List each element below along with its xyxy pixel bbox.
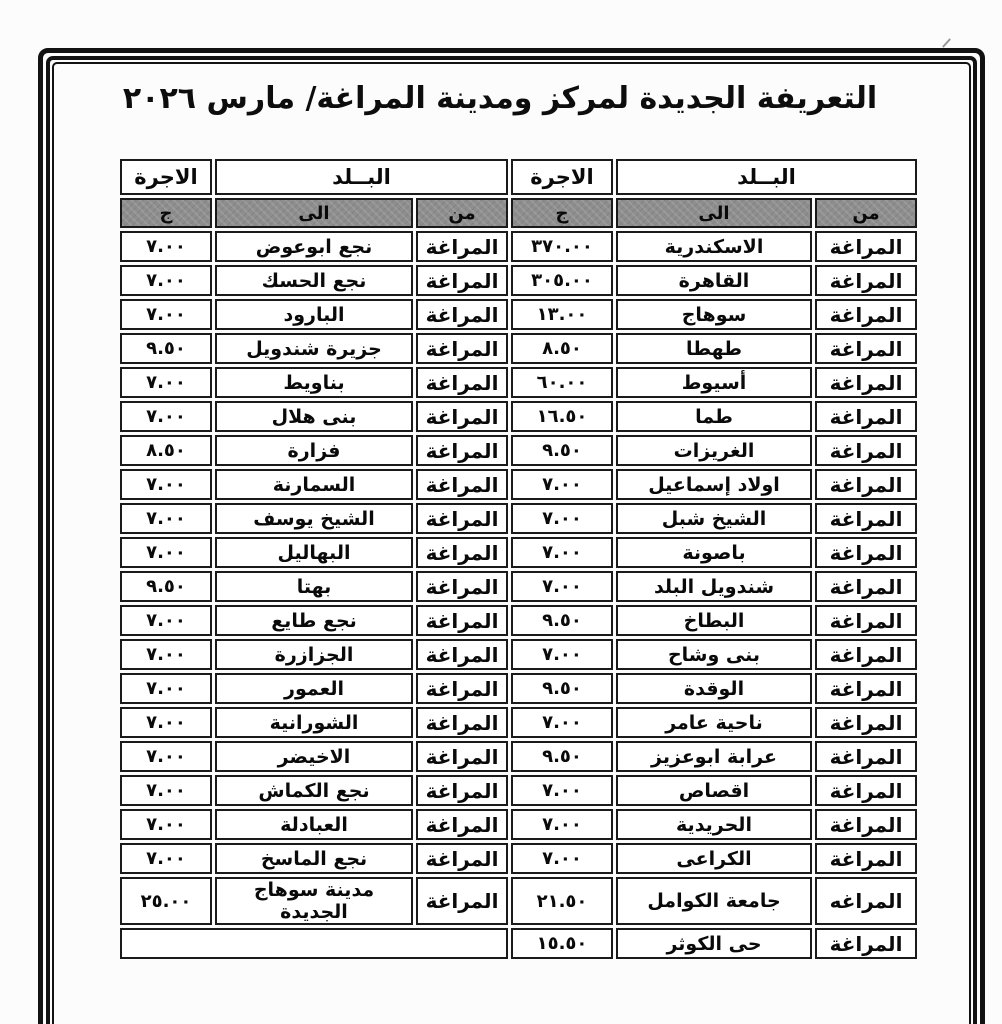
fare-cell-left: ٧.٠٠ bbox=[120, 367, 212, 398]
to-cell-right: حى الكوثر bbox=[616, 928, 812, 959]
from-cell-right: المراغة bbox=[815, 605, 917, 636]
to-cell-left: العمور bbox=[215, 673, 413, 704]
from-cell-right: المراغة bbox=[815, 367, 917, 398]
from-cell-right: المراغة bbox=[815, 537, 917, 568]
from-cell-left: المراغة bbox=[416, 435, 508, 466]
table-row bbox=[120, 469, 917, 500]
table-row bbox=[120, 843, 917, 874]
to-cell-right: الكراعى bbox=[616, 843, 812, 874]
fare-cell-left: ٩.٥٠ bbox=[120, 571, 212, 602]
from-cell-left: المراغة bbox=[416, 299, 508, 330]
to-cell-left: نجع ابوعوض bbox=[215, 231, 413, 262]
fare-cell-left: ٩.٥٠ bbox=[120, 333, 212, 364]
fare-cell-right: ٧.٠٠ bbox=[511, 639, 613, 670]
to-cell-right: اولاد إسماعيل bbox=[616, 469, 812, 500]
to-cell-right: أسيوط bbox=[616, 367, 812, 398]
to-cell-left: نجع الكماش bbox=[215, 775, 413, 806]
fare-cell-right: ٣٧٠.٠٠ bbox=[511, 231, 613, 262]
to-cell-left: البارود bbox=[215, 299, 413, 330]
from-header-left: من bbox=[416, 198, 508, 228]
table-body bbox=[120, 231, 917, 959]
to-cell-right: الشيخ شبل bbox=[616, 503, 812, 534]
country-group-header-right: البــلد bbox=[616, 159, 917, 195]
from-cell-left: المراغة bbox=[416, 809, 508, 840]
from-cell-right: المراغه bbox=[815, 877, 917, 925]
table-row bbox=[120, 605, 917, 636]
table-row bbox=[120, 537, 917, 568]
fare-cell-left: ٧.٠٠ bbox=[120, 231, 212, 262]
from-cell-right: المراغة bbox=[815, 401, 917, 432]
page-content bbox=[60, 66, 940, 962]
to-cell-left: الشيخ يوسف bbox=[215, 503, 413, 534]
table-row bbox=[120, 367, 917, 398]
from-cell-left: المراغة bbox=[416, 231, 508, 262]
to-cell-left: العبادلة bbox=[215, 809, 413, 840]
from-cell-left: المراغة bbox=[416, 639, 508, 670]
to-header-right: الى bbox=[616, 198, 812, 228]
table-row bbox=[120, 299, 917, 330]
table-row bbox=[120, 231, 917, 262]
fare-group-header-left: الاجرة bbox=[120, 159, 212, 195]
from-cell-right: المراغة bbox=[815, 333, 917, 364]
to-cell-right: الوقدة bbox=[616, 673, 812, 704]
to-cell-left: نجع طايع bbox=[215, 605, 413, 636]
to-cell-right: البطاخ bbox=[616, 605, 812, 636]
from-cell-right: المراغة bbox=[815, 571, 917, 602]
fare-cell-left: ٧.٠٠ bbox=[120, 299, 212, 330]
from-header-right: من bbox=[815, 198, 917, 228]
fare-group-header-right: الاجرة bbox=[511, 159, 613, 195]
from-cell-right: المراغة bbox=[815, 843, 917, 874]
from-cell-left: المراغة bbox=[416, 401, 508, 432]
from-cell-left: المراغة bbox=[416, 775, 508, 806]
fare-cell-left: ٧.٠٠ bbox=[120, 775, 212, 806]
table-row bbox=[120, 928, 917, 959]
currency-header-right: ج bbox=[511, 198, 613, 228]
to-cell-left: السمارنة bbox=[215, 469, 413, 500]
to-cell-left: جزيرة شندويل bbox=[215, 333, 413, 364]
fare-cell-left: ٧.٠٠ bbox=[120, 843, 212, 874]
from-cell-left: المراغة bbox=[416, 673, 508, 704]
fare-cell-right: ١٥.٥٠ bbox=[511, 928, 613, 959]
to-cell-right: الحريدية bbox=[616, 809, 812, 840]
from-cell-left: المراغة bbox=[416, 503, 508, 534]
to-cell-right: الغريزات bbox=[616, 435, 812, 466]
fare-cell-left: ٧.٠٠ bbox=[120, 503, 212, 534]
table-row bbox=[120, 401, 917, 432]
table-sub-header-row bbox=[120, 198, 917, 228]
table-row bbox=[120, 639, 917, 670]
fare-cell-right: ٧.٠٠ bbox=[511, 843, 613, 874]
table-group-header-row bbox=[120, 159, 917, 195]
from-cell-right: المراغة bbox=[815, 741, 917, 772]
from-cell-right: المراغة bbox=[815, 265, 917, 296]
currency-header-left: ج bbox=[120, 198, 212, 228]
table-row bbox=[120, 571, 917, 602]
fare-cell-right: ٣٠٥.٠٠ bbox=[511, 265, 613, 296]
table-row bbox=[120, 707, 917, 738]
from-cell-left: المراغة bbox=[416, 571, 508, 602]
to-cell-right: القاهرة bbox=[616, 265, 812, 296]
table-row bbox=[120, 265, 917, 296]
fare-cell-left: ٧.٠٠ bbox=[120, 639, 212, 670]
fare-cell-right: ٧.٠٠ bbox=[511, 537, 613, 568]
to-cell-right: ناحية عامر bbox=[616, 707, 812, 738]
fare-cell-left: ٢٥.٠٠ bbox=[120, 877, 212, 925]
from-cell-right: المراغة bbox=[815, 469, 917, 500]
fare-cell-right: ٧.٠٠ bbox=[511, 809, 613, 840]
to-cell-left: الجزازرة bbox=[215, 639, 413, 670]
fare-cell-right: ٧.٠٠ bbox=[511, 775, 613, 806]
fare-cell-right: ١٣.٠٠ bbox=[511, 299, 613, 330]
to-cell-right: جامعة الكوامل bbox=[616, 877, 812, 925]
from-cell-left: المراغة bbox=[416, 537, 508, 568]
from-cell-left: المراغة bbox=[416, 605, 508, 636]
from-cell-right: المراغة bbox=[815, 707, 917, 738]
from-cell-right: المراغة bbox=[815, 231, 917, 262]
fare-cell-right: ٧.٠٠ bbox=[511, 571, 613, 602]
to-cell-right: طهطا bbox=[616, 333, 812, 364]
fare-cell-right: ٨.٥٠ bbox=[511, 333, 613, 364]
to-cell-right: باصونة bbox=[616, 537, 812, 568]
table-row bbox=[120, 809, 917, 840]
to-cell-left: الاخيضر bbox=[215, 741, 413, 772]
fare-cell-right: ١٦.٥٠ bbox=[511, 401, 613, 432]
table-row bbox=[120, 673, 917, 704]
to-cell-right: بنى وشاح bbox=[616, 639, 812, 670]
table-row bbox=[120, 435, 917, 466]
from-cell-left: المراغة bbox=[416, 367, 508, 398]
to-cell-right: طما bbox=[616, 401, 812, 432]
table-row bbox=[120, 503, 917, 534]
from-cell-left: المراغة bbox=[416, 741, 508, 772]
fare-cell-left: ٧.٠٠ bbox=[120, 673, 212, 704]
fare-cell-left: ٧.٠٠ bbox=[120, 537, 212, 568]
fare-cell-right: ٧.٠٠ bbox=[511, 503, 613, 534]
to-cell-left: الشورانية bbox=[215, 707, 413, 738]
from-cell-right: المراغة bbox=[815, 928, 917, 959]
to-cell-left: فزارة bbox=[215, 435, 413, 466]
to-cell-left: بناويط bbox=[215, 367, 413, 398]
table-row bbox=[120, 333, 917, 364]
to-cell-right: سوهاج bbox=[616, 299, 812, 330]
table-row bbox=[120, 775, 917, 806]
to-cell-left: نجع الماسخ bbox=[215, 843, 413, 874]
country-group-header-left: البــلد bbox=[215, 159, 508, 195]
from-cell-right: المراغة bbox=[815, 809, 917, 840]
fare-cell-left: ٧.٠٠ bbox=[120, 809, 212, 840]
from-cell-right: المراغة bbox=[815, 639, 917, 670]
to-header-left: الى bbox=[215, 198, 413, 228]
fare-cell-left: ٧.٠٠ bbox=[120, 605, 212, 636]
table-row bbox=[120, 741, 917, 772]
from-cell-right: المراغة bbox=[815, 299, 917, 330]
to-cell-left: مدينة سوهاج الجديدة bbox=[215, 877, 413, 925]
fare-cell-right: ٩.٥٠ bbox=[511, 673, 613, 704]
to-cell-left: البهاليل bbox=[215, 537, 413, 568]
to-cell-left: بهتا bbox=[215, 571, 413, 602]
fare-table bbox=[117, 156, 920, 962]
fare-cell-left: ٧.٠٠ bbox=[120, 469, 212, 500]
from-cell-left: المراغة bbox=[416, 265, 508, 296]
fare-cell-left: ٧.٠٠ bbox=[120, 401, 212, 432]
from-cell-right: المراغة bbox=[815, 435, 917, 466]
from-cell-left: المراغة bbox=[416, 707, 508, 738]
fare-cell-left: ٧.٠٠ bbox=[120, 707, 212, 738]
empty-merged-cell-left bbox=[120, 928, 508, 959]
to-cell-left: بنى هلال bbox=[215, 401, 413, 432]
fare-cell-right: ٩.٥٠ bbox=[511, 605, 613, 636]
from-cell-left: المراغة bbox=[416, 877, 508, 925]
fare-cell-right: ٧.٠٠ bbox=[511, 707, 613, 738]
table-row bbox=[120, 877, 917, 925]
from-cell-left: المراغة bbox=[416, 333, 508, 364]
from-cell-right: المراغة bbox=[815, 503, 917, 534]
to-cell-right: عرابة ابوعزيز bbox=[616, 741, 812, 772]
to-cell-right: اقصاص bbox=[616, 775, 812, 806]
from-cell-left: المراغة bbox=[416, 469, 508, 500]
fare-cell-left: ٧.٠٠ bbox=[120, 265, 212, 296]
fare-cell-left: ٨.٥٠ bbox=[120, 435, 212, 466]
to-cell-left: نجع الحسك bbox=[215, 265, 413, 296]
fare-cell-right: ٩.٥٠ bbox=[511, 741, 613, 772]
fare-cell-right: ٧.٠٠ bbox=[511, 469, 613, 500]
fare-cell-right: ٢١.٥٠ bbox=[511, 877, 613, 925]
to-cell-right: شندويل البلد bbox=[616, 571, 812, 602]
fare-cell-right: ٩.٥٠ bbox=[511, 435, 613, 466]
fare-cell-right: ٦٠.٠٠ bbox=[511, 367, 613, 398]
from-cell-right: المراغة bbox=[815, 775, 917, 806]
from-cell-left: المراغة bbox=[416, 843, 508, 874]
page-title: التعريفة الجديدة لمركز ومدينة المراغة/ مارس ٢٠٢٦ bbox=[122, 81, 878, 116]
to-cell-right: الاسكندرية bbox=[616, 231, 812, 262]
scan-artifact-mark bbox=[942, 38, 951, 48]
from-cell-right: المراغة bbox=[815, 673, 917, 704]
fare-cell-left: ٧.٠٠ bbox=[120, 741, 212, 772]
